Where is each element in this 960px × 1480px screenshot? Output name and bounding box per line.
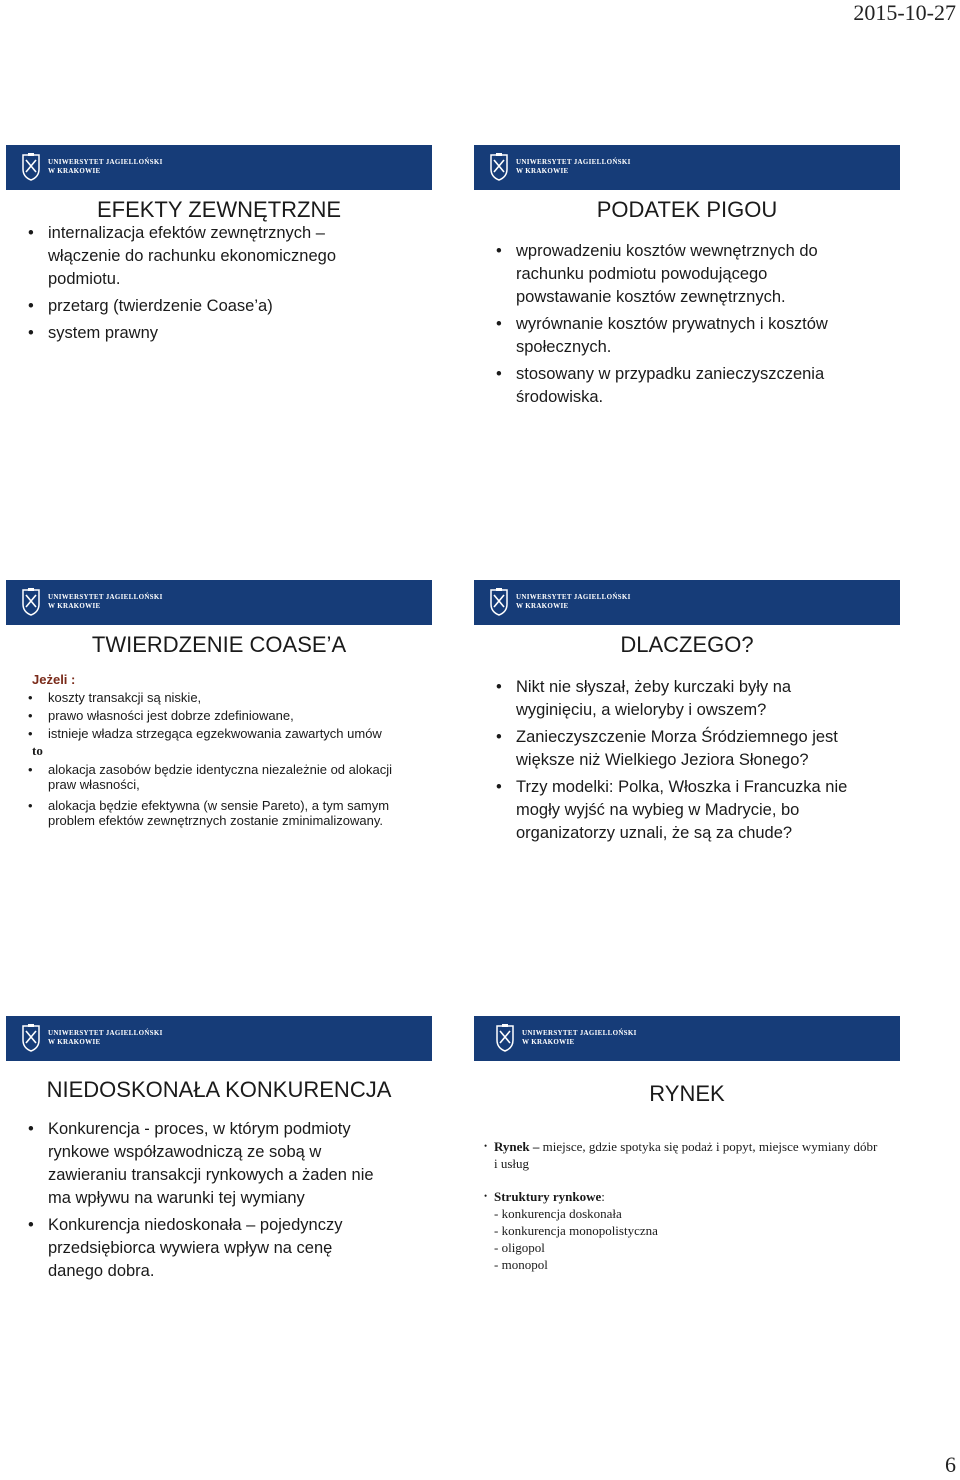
slide-title: DLACZEGO?: [620, 632, 754, 657]
university-logo: [20, 153, 163, 181]
structure-item: - konkurencja monopolistyczna: [494, 1223, 658, 1238]
list-item: • alokacja zasobów będzie identyczna niezależnie od alokacji praw własności,: [24, 762, 414, 792]
logo-line1: UNIWERSYTET JAGIELLOŃSKI: [48, 1029, 163, 1037]
page-number: 6: [945, 1452, 956, 1477]
slide-efekty-zewnetrzne: [6, 145, 432, 505]
slide-header-banner: [474, 145, 900, 190]
definition-text: miejsce, gdzie spotyka się podaż i popyt, miejsce wymiany dóbr i usług: [494, 1139, 878, 1171]
slide-title: NIEDOSKONAŁA KONKURENCJA: [46, 1077, 392, 1102]
slide-title: TWIERDZENIE COASE’A: [91, 632, 347, 657]
bullet-list: [24, 1118, 384, 1283]
list-item: • wyrównanie kosztów prywatnych i kosztów społecznych.: [492, 313, 862, 359]
list-item: • Konkurencja - proces, w którym podmioty rynkowe współzawodniczą ze sobą w zawieraniu transakcji rynkowych a żaden nie ma wpływu na warunki tej wymiany: [24, 1118, 384, 1210]
list-item: • Nikt nie słyszał, żeby kurczaki były na wyginięciu, a wieloryby i owszem?: [492, 676, 872, 722]
structures-colon: :: [601, 1189, 605, 1204]
logo-line2: W KRAKOWIE: [516, 167, 569, 175]
crest-icon: [494, 1024, 516, 1052]
crest-icon: [20, 153, 42, 181]
bullet-list: [24, 222, 354, 345]
list-item: • prawo własności jest dobrze zdefiniowane,: [24, 708, 414, 723]
slide-rynek: [474, 1016, 900, 1376]
slide-header-banner: [6, 580, 432, 625]
logo-line2: W KRAKOWIE: [522, 1038, 575, 1046]
definition-list: [480, 1138, 880, 1273]
crest-icon: [488, 153, 510, 181]
list-item: • istnieje władza strzegąca egzekwowania zawartych umów: [24, 726, 414, 741]
list-item: • internalizacja efektów zewnętrznych – włączenie do rachunku ekonomicznego podmiotu.: [24, 222, 354, 291]
definition-term: Rynek –: [494, 1139, 540, 1154]
slide-niedoskonala-konkurencja: [6, 1016, 432, 1376]
list-item: • Trzy modelki: Polka, Włoszka i Francuzka nie mogły wyjść na wybieg w Madrycie, bo organizatorzy uznali, że są za chude?: [492, 776, 872, 845]
slide-title: EFEKTY ZEWNĘTRZNE: [96, 197, 342, 222]
list-item: • przetarg (twierdzenie Coase’a): [24, 295, 354, 318]
crest-icon: [488, 588, 510, 616]
slide-header-banner: [6, 1016, 432, 1061]
list-item: • koszty transakcji są niskie,: [24, 690, 414, 705]
slide-header-banner: [6, 145, 432, 190]
university-logo: [488, 588, 631, 616]
slide-twierdzenie-coase: [6, 580, 432, 940]
list-item: [480, 1138, 880, 1172]
logo-line1: UNIWERSYTET JAGIELLOŃSKI: [516, 593, 631, 601]
list-item: [480, 1188, 880, 1273]
university-logo: [488, 153, 631, 181]
bullet-list: [492, 676, 872, 845]
structure-item: - konkurencja doskonała: [494, 1206, 622, 1221]
condition-label: Jeżeli :: [32, 672, 76, 687]
university-logo: [20, 1024, 163, 1052]
crest-icon: [20, 1024, 42, 1052]
logo-line1: UNIWERSYTET JAGIELLOŃSKI: [48, 593, 163, 601]
slide-header-banner: [474, 580, 900, 625]
logo-line1: UNIWERSYTET JAGIELLOŃSKI: [522, 1029, 637, 1037]
slide-dlaczego: [474, 580, 900, 940]
bullet-list: [492, 240, 862, 409]
list-item: • Konkurencja niedoskonała – pojedynczy przedsiębiorca wywiera wpływ na cenę danego dobra.: [24, 1214, 384, 1283]
slide-podatek-pigou: [474, 145, 900, 505]
conclusion-list: [24, 762, 414, 831]
slide-title: RYNEK: [649, 1081, 725, 1106]
list-item: • wprowadzeniu kosztów wewnętrznych do rachunku podmiotu powodującego powstawanie kosztów zewnętrznych.: [492, 240, 862, 309]
condition-list: [24, 690, 414, 744]
slide-title: PODATEK PIGOU: [596, 197, 778, 222]
crest-icon: [20, 588, 42, 616]
list-item: • system prawny: [24, 322, 354, 345]
structures-term: Struktury rynkowe: [494, 1189, 602, 1204]
print-date: 2015-10-27: [853, 0, 956, 25]
logo-line1: UNIWERSYTET JAGIELLOŃSKI: [516, 158, 631, 166]
structure-item: - monopol: [494, 1257, 548, 1272]
list-item: • Zanieczyszczenie Morza Śródziemnego jest większe niż Wielkiego Jeziora Słonego?: [492, 726, 872, 772]
logo-line2: W KRAKOWIE: [48, 1038, 101, 1046]
logo-line2: W KRAKOWIE: [48, 602, 101, 610]
logo-line1: UNIWERSYTET JAGIELLOŃSKI: [48, 158, 163, 166]
conclusion-label: to: [32, 743, 43, 758]
slide-header-banner: [474, 1016, 900, 1061]
logo-line2: W KRAKOWIE: [48, 167, 101, 175]
list-item: • stosowany w przypadku zanieczyszczenia środowiska.: [492, 363, 862, 409]
university-logo: [494, 1024, 637, 1052]
list-item: • alokacja będzie efektywna (w sensie Pareto), a tym samym problem efektów zewnętrznych zostanie zminimalizowany.: [24, 798, 414, 828]
university-logo: [20, 588, 163, 616]
structure-item: - oligopol: [494, 1240, 545, 1255]
logo-line2: W KRAKOWIE: [516, 602, 569, 610]
